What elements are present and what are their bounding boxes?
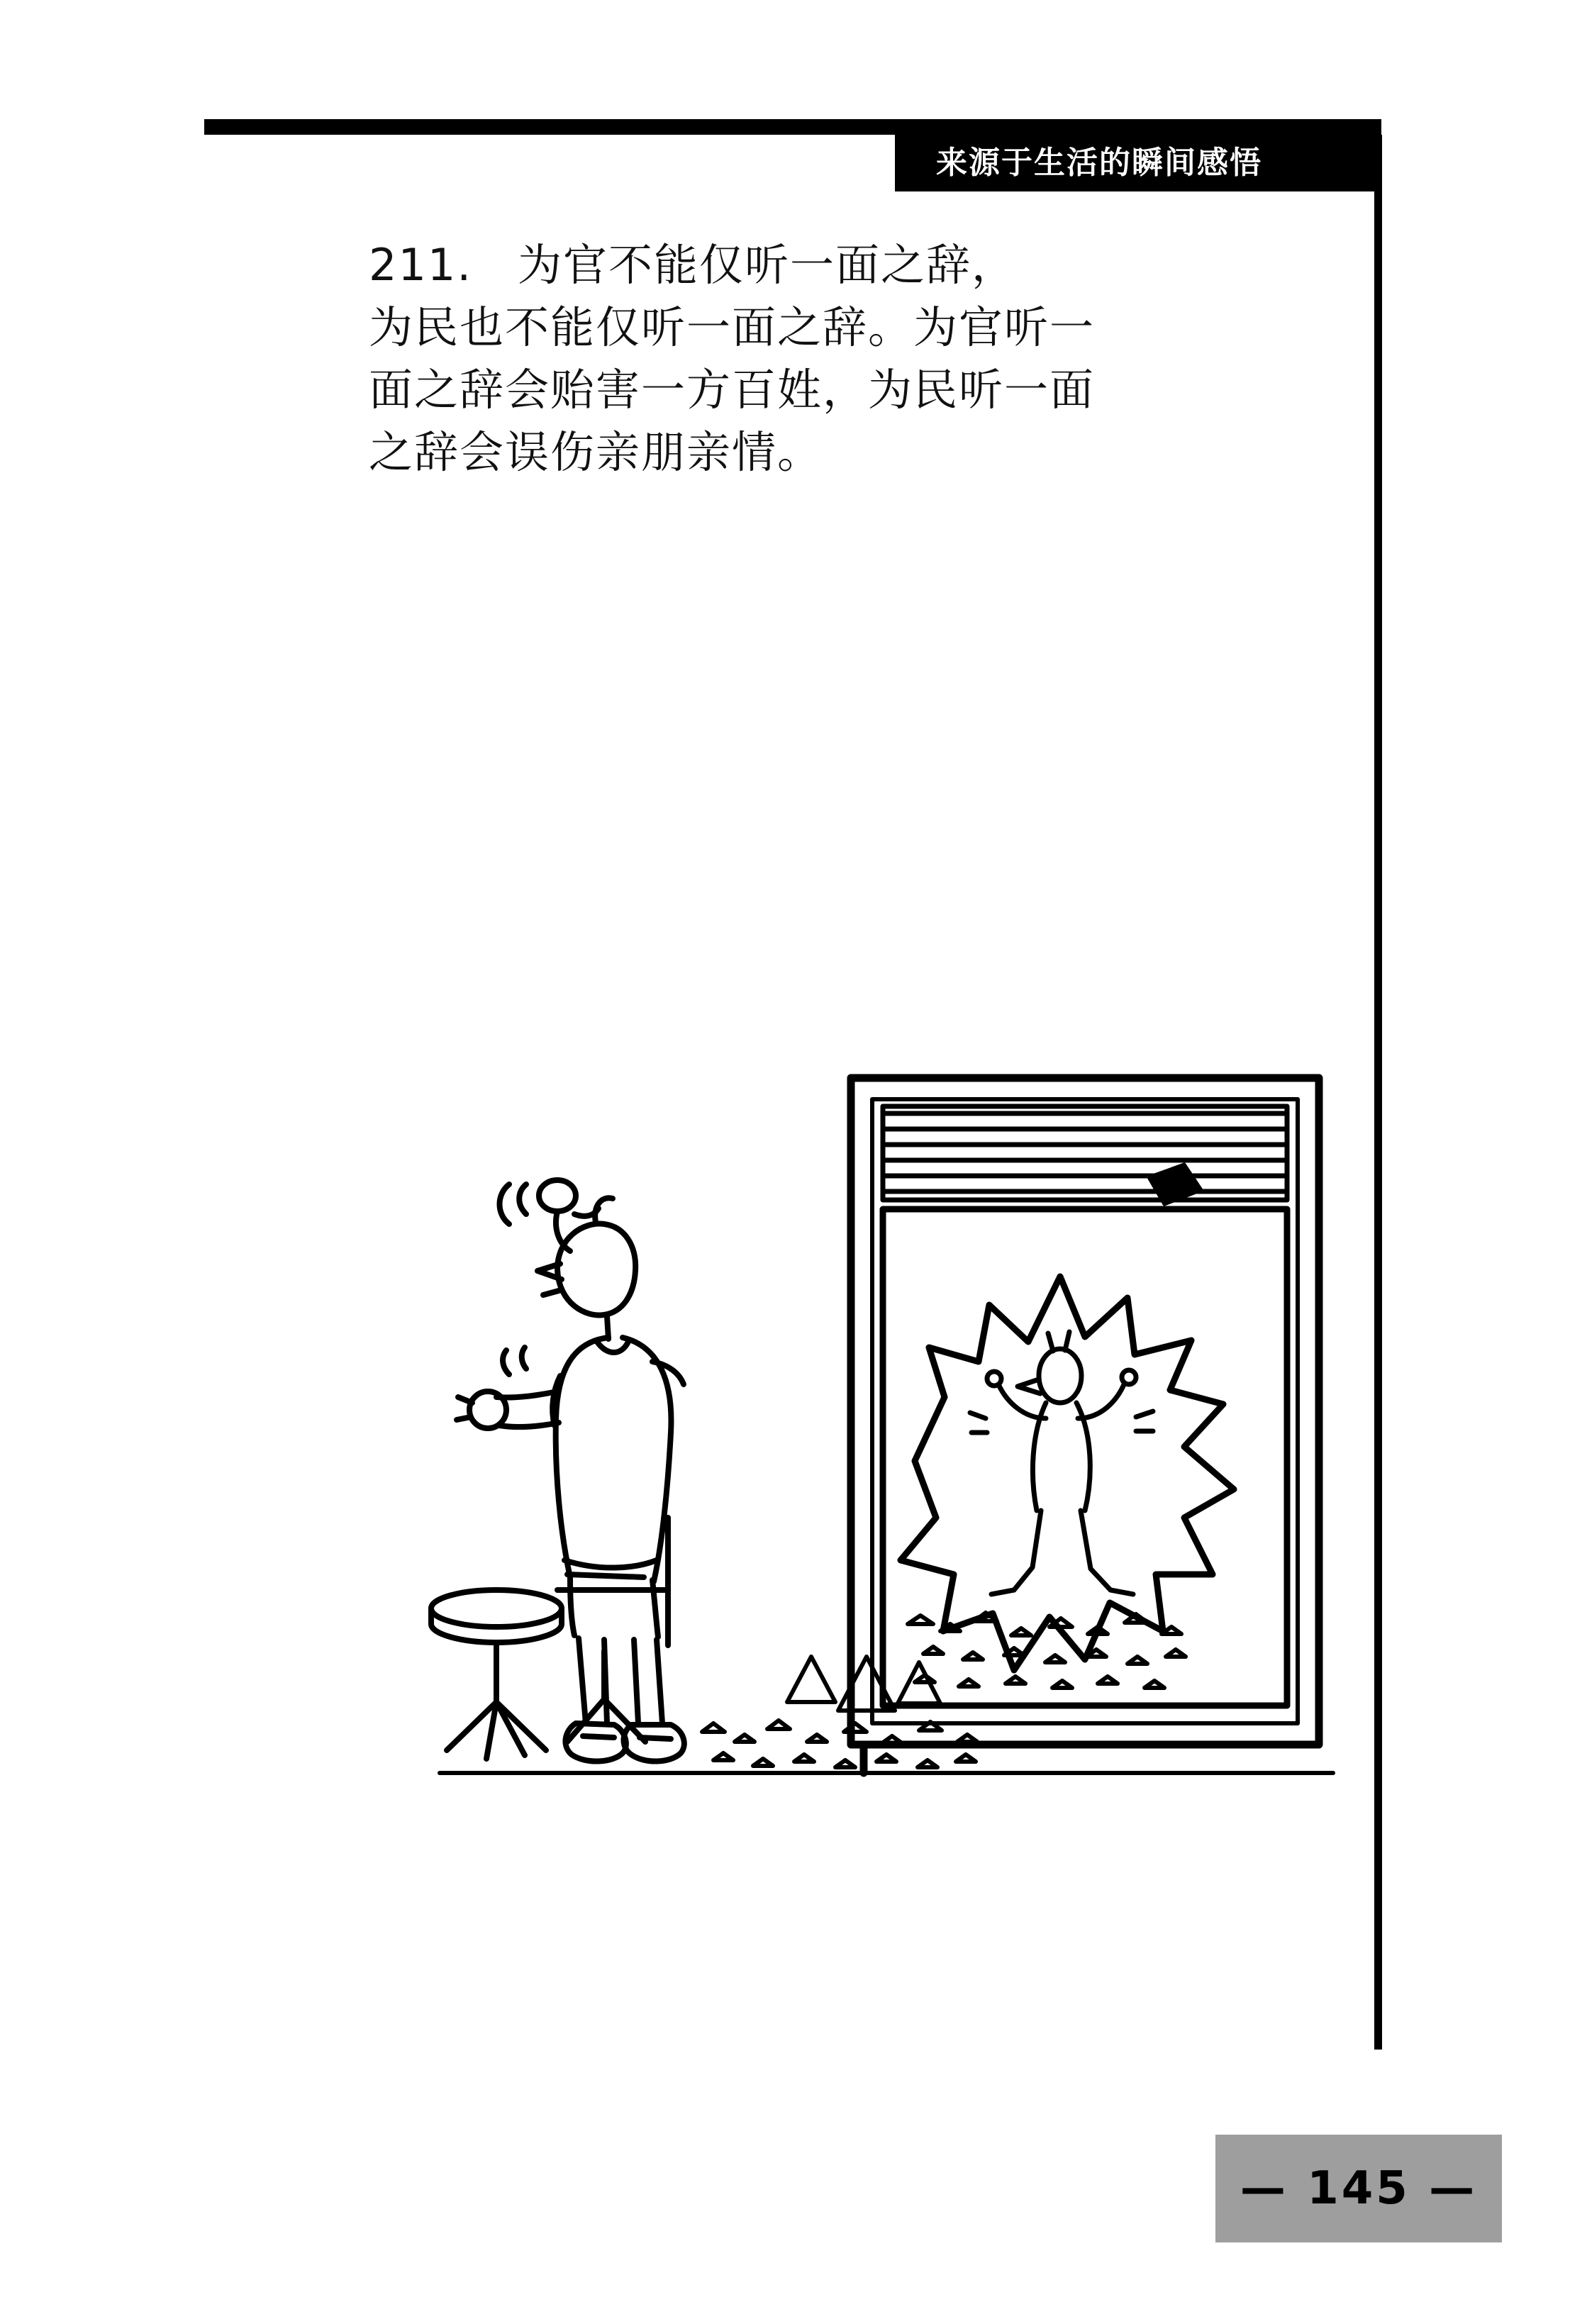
- chapter-title: 来源于生活的瞬间感悟: [936, 145, 1262, 181]
- chapter-header-tab: [895, 135, 1381, 191]
- entry-line-4: 之辞会误伤亲朋亲情。: [369, 426, 823, 479]
- cartoon-illustration: [418, 1064, 1354, 1986]
- header-rule: [204, 119, 1381, 135]
- entry-text-block: [369, 234, 1347, 484]
- page-right-rule: [1374, 135, 1382, 2050]
- entry-line-2: 为民也不能仅听一面之辞。为官听一: [369, 301, 1096, 354]
- entry-line-1: 211. 为官不能仅听一面之辞，: [369, 239, 1018, 291]
- entry-line-3: 面之辞会贻害一方百姓，为民听一面: [369, 364, 1096, 416]
- page-number: — 145 —: [1240, 2162, 1478, 2215]
- page-number-badge: [1215, 2135, 1502, 2242]
